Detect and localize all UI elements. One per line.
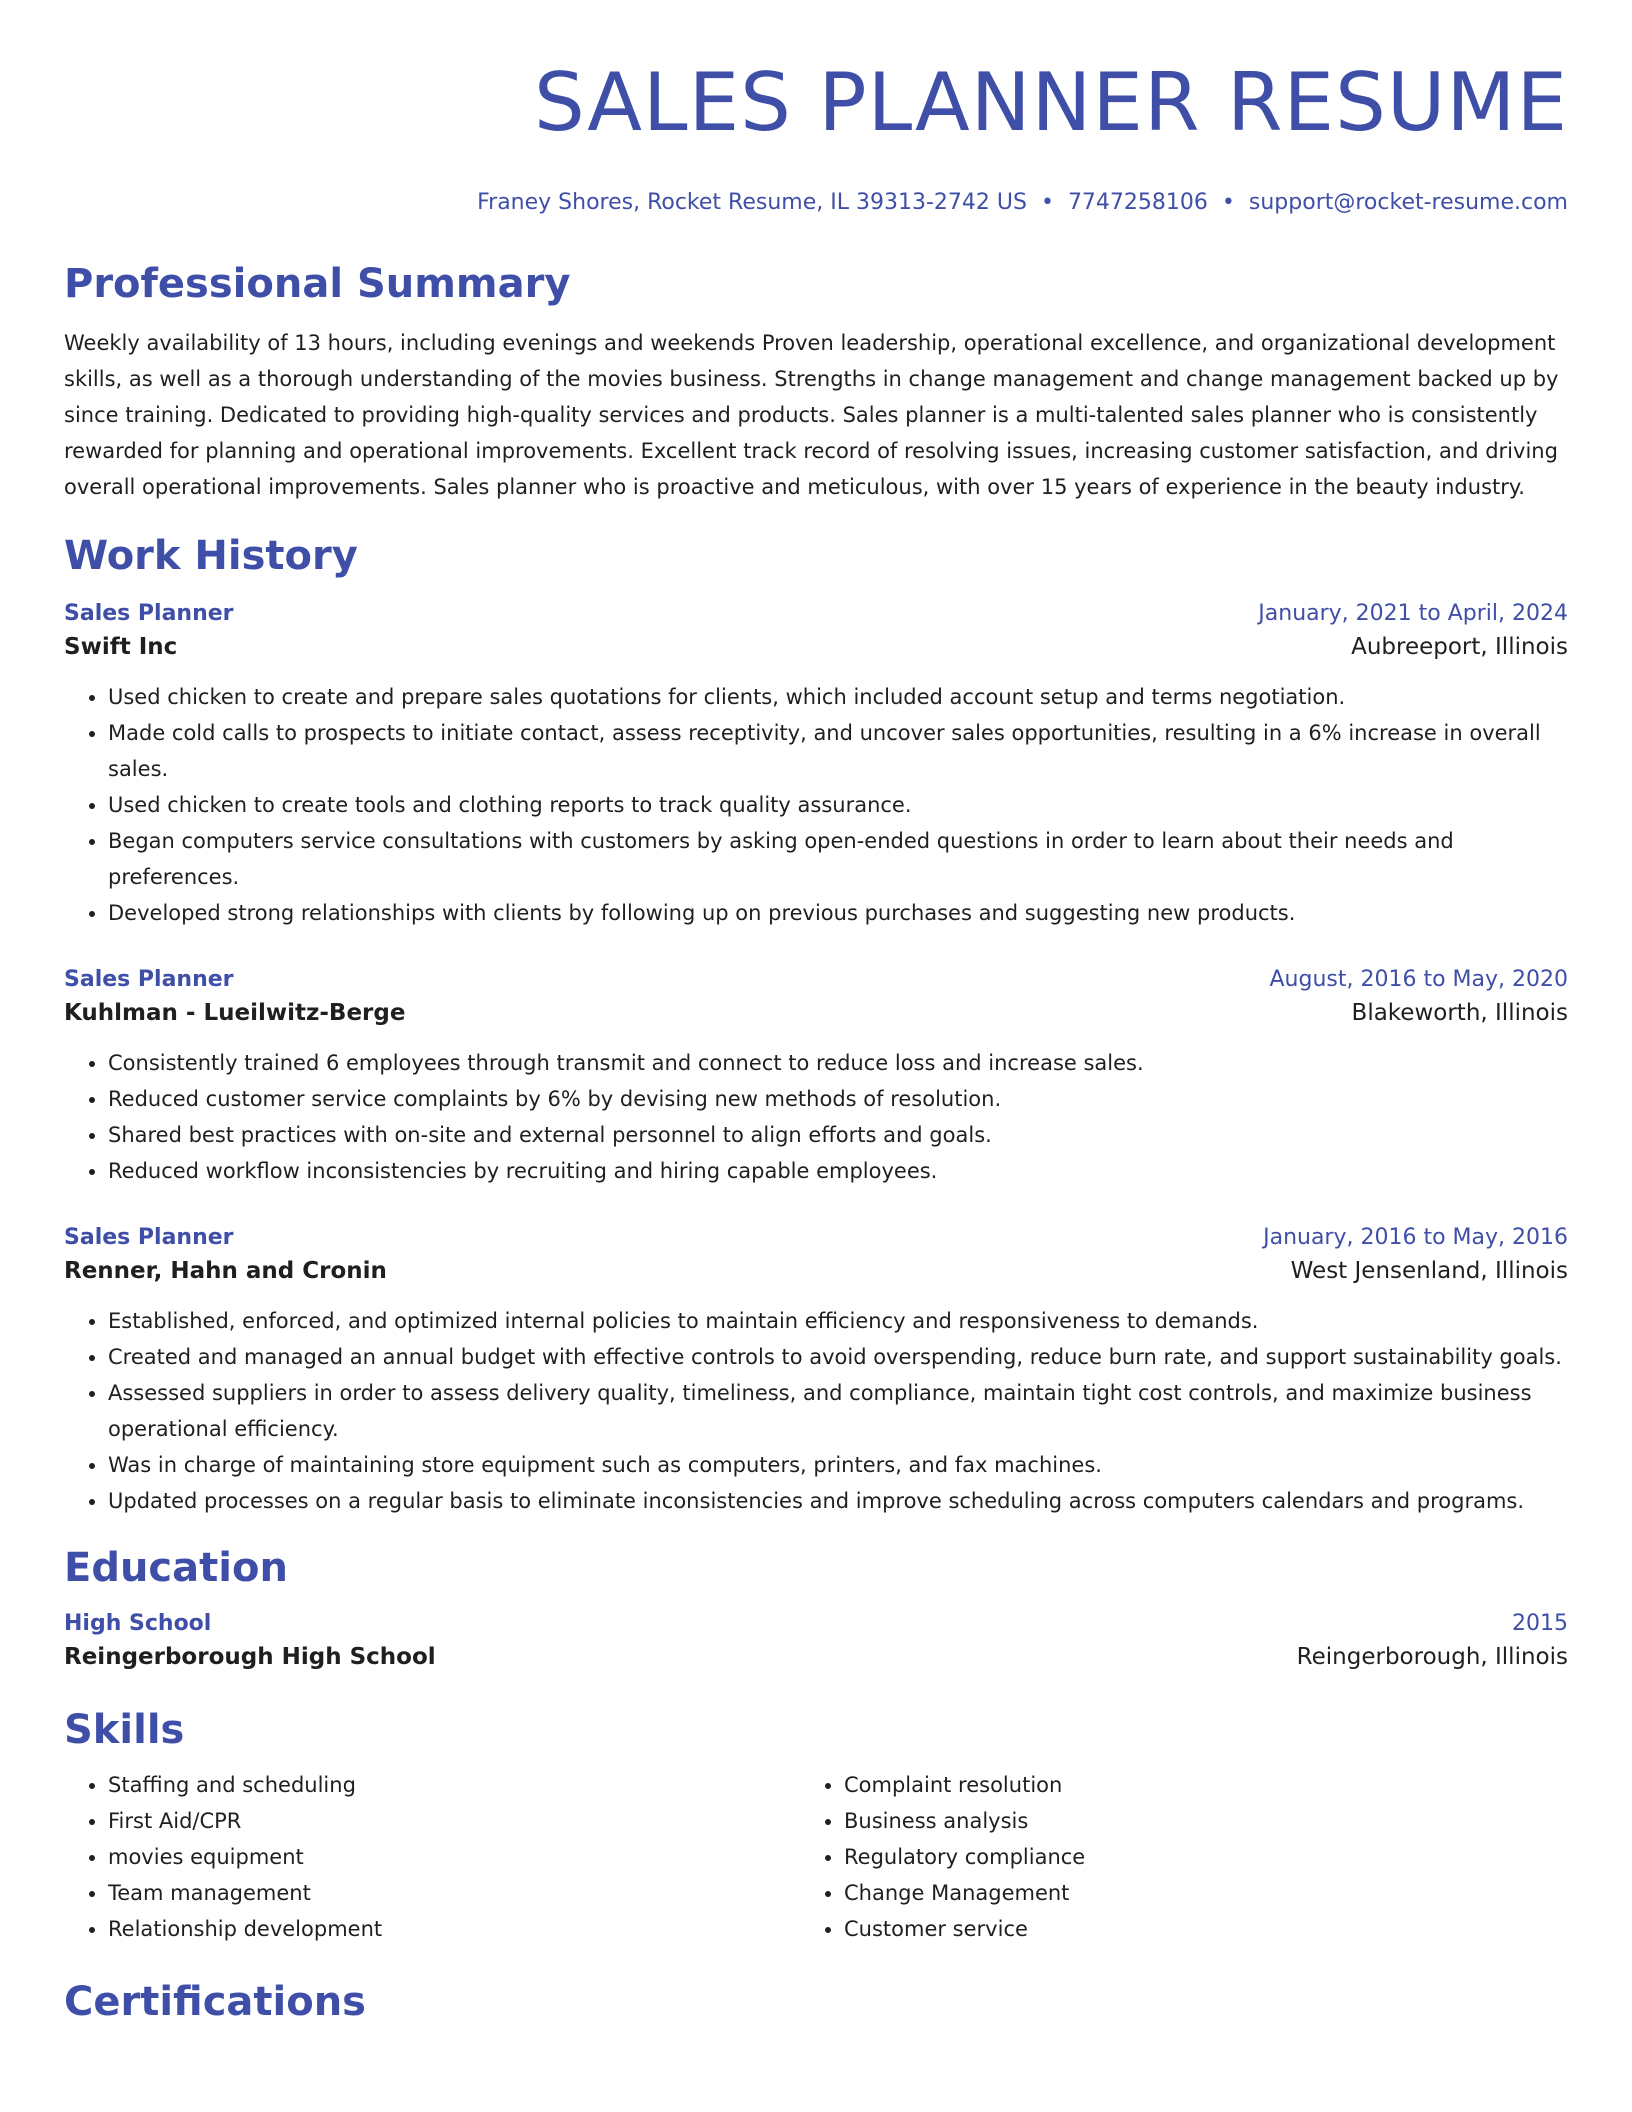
job-bullet: • Consistently trained 6 employees through transmit and connect to reduce loss and increase sales. (108, 1045, 1568, 1081)
job-dates: January, 2016 to May, 2016 (1263, 1225, 1568, 1250)
skill-item: • Customer service (844, 1911, 1536, 1947)
job-title-row (64, 599, 1568, 629)
job-bullet: • Made cold calls to prospects to initiate contact, assess receptivity, and uncover sales opportunities, resulting in a 6% increase in overall sales. (108, 715, 1568, 787)
job-bullet: • Established, enforced, and optimized internal policies to maintain efficiency and responsiveness to demands. (108, 1303, 1568, 1339)
job-location: Aubreeport, Illinois (1351, 634, 1568, 660)
job-title: Sales Planner (64, 967, 234, 992)
job-employer-row (64, 629, 1568, 665)
job-bullets (64, 1045, 1568, 1189)
job-employer-row (64, 995, 1568, 1031)
job-bullet: • Created and managed an annual budget with effective controls to avoid overspending, reduce burn rate, and support sustainability goals. (108, 1339, 1568, 1375)
education-year: 2015 (1512, 1611, 1568, 1636)
job-entry (64, 1223, 1568, 1519)
job-bullets (64, 679, 1568, 931)
job-dates: January, 2021 to April, 2024 (1258, 601, 1568, 626)
job-location: West Jensenland, Illinois (1290, 1258, 1568, 1284)
contact-separator: • (1221, 190, 1235, 215)
education-entry (64, 1609, 1568, 1675)
job-employer: Swift Inc (64, 634, 178, 660)
job-bullet: • Developed strong relationships with clients by following up on previous purchases and suggesting new products. (108, 895, 1568, 931)
job-bullets (64, 1303, 1568, 1519)
education-degree-row (64, 1609, 1568, 1639)
job-entry (64, 965, 1568, 1189)
job-bullet: • Assessed suppliers in order to assess delivery quality, timeliness, and compliance, maintain tight cost controls, and maximize business operational efficiency. (108, 1375, 1568, 1447)
summary-heading: Professional Summary (64, 261, 571, 307)
skill-item: • Complaint resolution (844, 1767, 1536, 1803)
education-heading: Education (64, 1545, 288, 1591)
job-entry (64, 599, 1568, 931)
job-bullet: • Shared best practices with on-site and external personnel to align efforts and goals. (108, 1117, 1568, 1153)
skills-heading: Skills (64, 1707, 185, 1753)
job-title: Sales Planner (64, 601, 234, 626)
job-bullet: • Reduced customer service complaints by 6% by devising new methods of resolution. (108, 1081, 1568, 1117)
certifications-heading: Certifications (64, 1979, 366, 2025)
job-employer-row (64, 1253, 1568, 1289)
job-title-row (64, 965, 1568, 995)
job-bullet: • Used chicken to create and prepare sales quotations for clients, which included account setup and terms negotiation. (108, 679, 1568, 715)
skill-item: • Staffing and scheduling (108, 1767, 800, 1803)
job-title-row (64, 1223, 1568, 1253)
work-history-heading: Work History (64, 533, 358, 579)
resume-page (64, 0, 1568, 2027)
job-bullet: • Updated processes on a regular basis to eliminate inconsistencies and improve scheduling across computers calendars and programs. (108, 1483, 1568, 1519)
contact-email: support@rocket-resume.com (1248, 190, 1568, 215)
skill-item: • Relationship development (108, 1911, 800, 1947)
job-employer: Renner, Hahn and Cronin (64, 1258, 387, 1284)
job-title: Sales Planner (64, 1225, 234, 1250)
job-location: Blakeworth, Illinois (1351, 1000, 1568, 1026)
skill-item: • Business analysis (844, 1803, 1536, 1839)
job-bullet: • Began computers service consultations with customers by asking open-ended questions in order to learn about their needs and preferences. (108, 823, 1568, 895)
skills-list (64, 1767, 1568, 1947)
job-dates: August, 2016 to May, 2020 (1269, 967, 1568, 992)
skills-column-right (800, 1767, 1536, 1947)
education-location: Reingerborough, Illinois (1296, 1644, 1568, 1670)
resume-title: SALES PLANNER RESUME (534, 56, 1568, 149)
skill-item: • movies equipment (108, 1839, 800, 1875)
contact-address: Franey Shores, Rocket Resume, IL 39313-2742 US (477, 190, 1027, 215)
job-bullet: • Used chicken to create tools and clothing reports to track quality assurance. (108, 787, 1568, 823)
job-bullet: • Was in charge of maintaining store equipment such as computers, printers, and fax machines. (108, 1447, 1568, 1483)
contact-line (64, 187, 1568, 219)
skill-item: • First Aid/CPR (108, 1803, 800, 1839)
contact-separator: • (1040, 190, 1054, 215)
education-school: Reingerborough High School (64, 1644, 436, 1670)
skills-column-left (64, 1767, 800, 1947)
skill-item: • Change Management (844, 1875, 1536, 1911)
education-degree: High School (64, 1611, 212, 1636)
contact-phone: 7747258106 (1067, 190, 1208, 215)
education-school-row (64, 1639, 1568, 1675)
summary-text: Weekly availability of 13 hours, including evenings and weekends Proven leadership, operational excellence, and organizational development skills, as well as a thorough understanding of the movies business. Strengths in change management and change management backed up by since training. Dedicated to providing high-quality services and products. Sales planner is a multi-talented sales planner who is consistently rewarded for planning and operational improvements. Excellent track record of resolving issues, increasing customer satisfaction, and driving overall operational improvements. Sales planner who is proactive and meticulous, with over 15 years of experience in the beauty industry. (64, 331, 1559, 499)
skill-item: • Team management (108, 1875, 800, 1911)
skill-item: • Regulatory compliance (844, 1839, 1536, 1875)
job-employer: Kuhlman - Lueilwitz-Berge (64, 1000, 406, 1026)
job-bullet: • Reduced workflow inconsistencies by recruiting and hiring capable employees. (108, 1153, 1568, 1189)
